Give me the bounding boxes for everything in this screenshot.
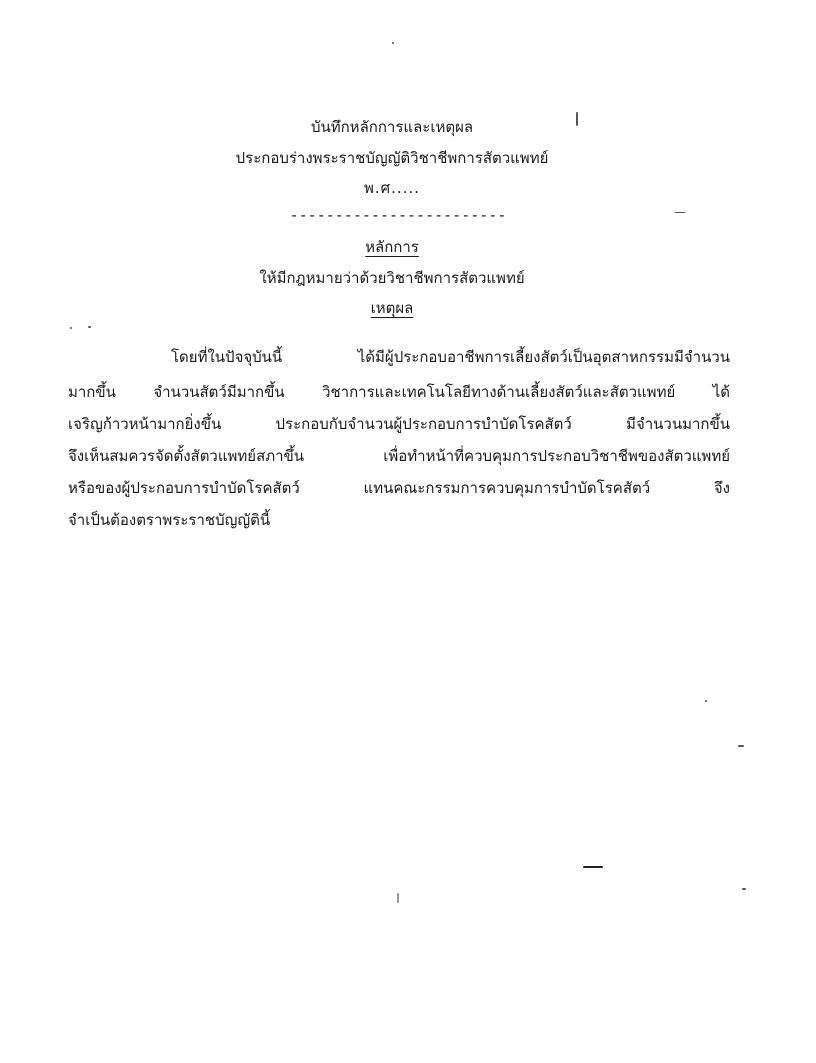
scan-speck	[88, 326, 91, 328]
principle-text: ให้มีกฎหมายว่าด้วยวิชาชีพการสัตวแพทย์	[259, 269, 525, 287]
reason-paragraph-line: จึงเห็นสมควรจัดตั้งสัตวแพทย์สภาขึ้น เพื่อทำหน้าที่ควบคุมการประกอบวิชาชีพของสัตวแพทย์	[68, 447, 730, 465]
scan-speck	[738, 745, 744, 747]
scan-speck	[675, 212, 685, 213]
memo-subtitle: ประกอบร่างพระราชบัญญัติวิชาชีพการสัตวแพทย์	[235, 149, 549, 167]
reason-paragraph-line: จำเป็นต้องตราพระราชบัญญัตินี้	[68, 511, 271, 529]
reason-paragraph-line: โดยที่ในปัจจุบันนี้ ได้มีผู้ประกอบอาชีพการเลี้ยงสัตว์เป็นอุตสาหกรรมมีจำนวน	[171, 348, 730, 366]
memo-year: พ.ศ.....	[363, 179, 421, 197]
separator-line: ------------------------	[289, 206, 507, 224]
scan-speck	[70, 327, 72, 329]
scan-speck	[583, 866, 603, 868]
principle-heading-text: หลักการ	[365, 238, 419, 256]
scan-speck	[392, 42, 394, 44]
scan-speck	[742, 888, 746, 890]
scan-speck	[705, 700, 707, 702]
scan-speck	[576, 112, 578, 126]
memo-title: บันทึกหลักการและเหตุผล	[310, 118, 474, 136]
scan-speck	[397, 893, 399, 903]
reason-heading-text: เหตุผล	[370, 299, 414, 317]
principle-heading	[0, 237, 800, 257]
reason-paragraph-line: หรือของผู้ประกอบการบำบัดโรคสัตว์ แทนคณะกรรมการควบคุมการบำบัดโรคสัตว์ จึง	[68, 479, 730, 497]
reason-heading	[0, 298, 800, 318]
reason-paragraph-line: เจริญก้าวหน้ามากยิ่งขึ้น ประกอบกับจำนวนผู้ประกอบการบำบัดโรคสัตว์ มีจำนวนมากขึ้น	[68, 415, 730, 433]
reason-paragraph-line: มากขึ้น จำนวนสัตว์มีมากขึ้น วิชาการและเทคโนโลยีทางด้านเลี้ยงสัตว์และสัตวแพทย์ ได้	[68, 383, 730, 401]
